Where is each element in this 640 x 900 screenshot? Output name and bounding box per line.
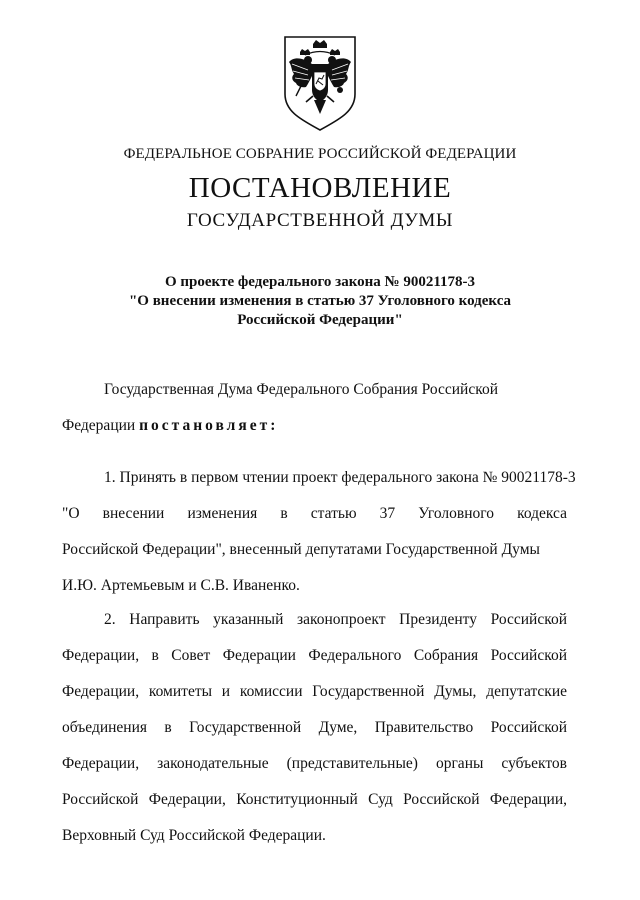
paragraph-2-line: Федерации, законодательные (представительные) органы субъектов [62,755,567,772]
intro-line: Государственная Дума Федерального Собрания Российской [104,381,498,398]
coat-of-arms-emblem [282,34,358,132]
bill-heading-line: "О внесении изменения в статью 37 Уголовного кодекса [128,293,512,309]
paragraph-1-line: Российской Федерации", внесенный депутатами Государственной Думы [62,541,540,558]
paragraph-2-line: Верховный Суд Российской Федерации. [62,827,326,844]
intro-line [62,416,567,436]
paragraph-2-line: Российской Федерации, Конституционный Суд Российской Федерации, [62,791,567,808]
paragraph-2-line: 2. Направить указанный законопроект Президенту Российской [104,611,567,628]
bill-heading [0,273,640,330]
paragraph-1-line: "О внесении изменения в статью 37 Уголовного кодекса [62,505,567,522]
paragraph-1-line: И.Ю. Артемьевым и С.В. Иваненко. [62,577,300,594]
paragraph-2-line: Федерации, комитеты и комиссии Государственной Думы, депутатские [62,683,567,700]
paragraph-2-line: Федерации, в Совет Федерации Федерального Собрания Российской [62,647,567,664]
decree-verb: постановляет: [139,417,279,434]
bill-heading-line: Российской Федерации" [237,312,403,328]
intro-prefix: Федерации [62,417,140,434]
bill-heading-line: О проекте федерального закона № 90021178-3 [164,274,476,290]
issuer-subtitle: ГОСУДАРСТВЕННОЙ ДУМЫ [186,210,454,231]
assembly-name: ФЕДЕРАЛЬНОЕ СОБРАНИЕ РОССИЙСКОЙ ФЕДЕРАЦИИ [123,146,517,162]
paragraph-2-line: объединения в Государственной Думе, Правительство Российской [62,719,567,736]
paragraph-1-line: 1. Принять в первом чтении проект федерального закона № 90021178-3 [104,469,576,486]
document-type-title: ПОСТАНОВЛЕНИЕ [188,172,452,204]
